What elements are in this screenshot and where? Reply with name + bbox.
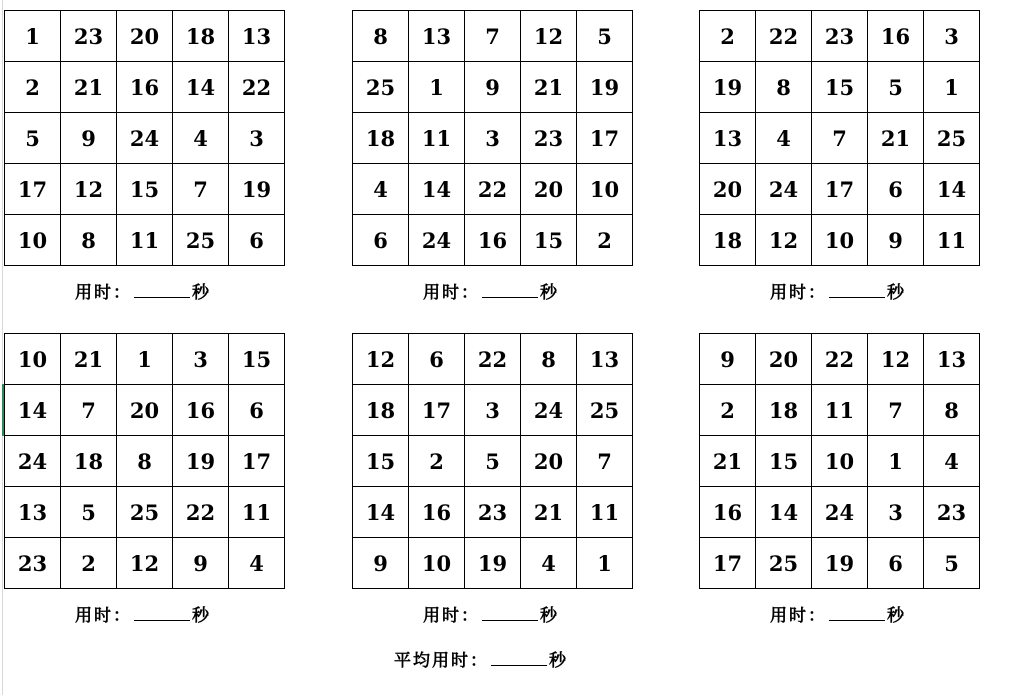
time-label-text: 用时： [770,606,827,626]
grid-cell[interactable]: 15 [353,436,409,487]
grid-cell[interactable]: 5 [5,113,61,164]
table-row [5,113,285,164]
grid-cell[interactable]: 15 [756,436,812,487]
time-label-text: 用时： [75,283,132,303]
grid-cell[interactable]: 18 [173,11,229,62]
grid-cell[interactable]: 25 [117,487,173,538]
grid-cell[interactable]: 7 [465,11,521,62]
table-row [5,334,285,385]
grid-cell[interactable]: 22 [465,334,521,385]
grid-cell[interactable]: 13 [700,113,756,164]
grid-cell[interactable]: 14 [173,62,229,113]
time-blank[interactable] [829,606,885,621]
grid-cell[interactable]: 9 [700,334,756,385]
schulte-table [699,333,980,589]
table-row [700,164,980,215]
grid-cell[interactable]: 5 [61,487,117,538]
grid-cell[interactable]: 12 [353,334,409,385]
table-row [353,487,633,538]
grid-cell[interactable]: 3 [173,334,229,385]
grid-cell[interactable]: 23 [812,11,868,62]
grid-cell[interactable]: 2 [700,11,756,62]
grid-cell[interactable]: 17 [812,164,868,215]
average-time-unit: 秒 [549,651,568,671]
grid-cell[interactable]: 3 [229,113,285,164]
grid-cell[interactable]: 11 [812,385,868,436]
schulte-grid-2 [352,10,630,303]
time-blank[interactable] [134,606,190,621]
schulte-table [352,10,633,266]
table-row [700,538,980,589]
grid-cell[interactable]: 24 [756,164,812,215]
time-blank[interactable] [482,283,538,298]
grid-cell[interactable]: 3 [465,113,521,164]
grid-cell[interactable]: 14 [353,487,409,538]
grid-cell[interactable]: 16 [700,487,756,538]
grid-cell[interactable]: 7 [173,164,229,215]
table-row [353,385,633,436]
sheet-edge-line [2,0,3,695]
grid-cell[interactable]: 9 [465,62,521,113]
table-row [700,62,980,113]
grid-cell[interactable]: 19 [173,436,229,487]
grid-cell[interactable]: 13 [409,11,465,62]
grid-cell[interactable]: 17 [409,385,465,436]
grid-cell[interactable]: 25 [577,385,633,436]
grid-cell[interactable]: 4 [353,164,409,215]
schulte-grid-1 [4,10,282,303]
grid-cell[interactable]: 7 [61,385,117,436]
grid-cell[interactable]: 7 [812,113,868,164]
time-blank[interactable] [134,283,190,298]
grid-cell[interactable]: 10 [812,215,868,266]
grid-cell[interactable]: 8 [353,11,409,62]
grid-cell[interactable]: 5 [868,62,924,113]
grid-cell[interactable]: 19 [700,62,756,113]
grid-cell[interactable]: 25 [353,62,409,113]
table-row [5,436,285,487]
table-row [5,538,285,589]
grid-cell[interactable]: 24 [117,113,173,164]
grid-cell[interactable]: 11 [117,215,173,266]
table-row [700,385,980,436]
time-label-text: 用时： [75,606,132,626]
time-label [352,278,630,303]
grid-cell[interactable]: 4 [924,436,980,487]
grid-cell[interactable]: 15 [812,62,868,113]
grid-cell[interactable]: 12 [521,11,577,62]
grid-cell[interactable]: 13 [5,487,61,538]
table-row [700,11,980,62]
grid-cell[interactable]: 5 [465,436,521,487]
table-row [5,164,285,215]
schulte-grid-3 [699,10,977,303]
grid-cell[interactable]: 8 [924,385,980,436]
grid-cell[interactable]: 6 [229,215,285,266]
grid-cell[interactable]: 4 [521,538,577,589]
grid-cell[interactable]: 9 [353,538,409,589]
grid-cell[interactable]: 17 [700,538,756,589]
grid-cell[interactable]: 20 [117,385,173,436]
grid-cell[interactable]: 20 [117,11,173,62]
grid-cell[interactable]: 21 [61,62,117,113]
grid-cell[interactable]: 16 [117,62,173,113]
grid-cell[interactable]: 18 [756,385,812,436]
time-label [699,601,977,626]
grid-cell[interactable]: 19 [577,62,633,113]
grid-cell[interactable]: 21 [521,62,577,113]
grid-cell[interactable]: 10 [5,215,61,266]
grid-cell[interactable]: 8 [756,62,812,113]
grid-cell[interactable]: 22 [812,334,868,385]
time-unit: 秒 [540,283,559,303]
schulte-grid-6 [699,333,977,626]
grid-cell[interactable]: 22 [756,11,812,62]
grid-cell[interactable]: 25 [756,538,812,589]
grid-cell[interactable]: 15 [229,334,285,385]
grid-cell[interactable]: 8 [117,436,173,487]
grid-cell[interactable]: 17 [229,436,285,487]
table-row [353,11,633,62]
schulte-table [699,10,980,266]
table-row [700,436,980,487]
grid-cell[interactable]: 16 [465,215,521,266]
grid-cell[interactable]: 4 [756,113,812,164]
grid-cell[interactable]: 11 [577,487,633,538]
schulte-table [352,333,633,589]
grid-cell[interactable]: 6 [229,385,285,436]
grid-cell[interactable]: 14 [756,487,812,538]
table-row [353,62,633,113]
grid-cell[interactable]: 3 [868,487,924,538]
grid-cell[interactable]: 8 [521,334,577,385]
grid-cell[interactable]: 14 [924,164,980,215]
grid-cell[interactable]: 20 [521,436,577,487]
grid-cell[interactable]: 6 [409,334,465,385]
grid-cell[interactable]: 17 [5,164,61,215]
grid-cell[interactable]: 4 [173,113,229,164]
grid-cell[interactable]: 16 [173,385,229,436]
grid-cell[interactable]: 2 [577,215,633,266]
table-row [700,334,980,385]
grid-cell[interactable]: 21 [521,487,577,538]
grid-cell[interactable]: 6 [868,538,924,589]
grid-cell[interactable]: 22 [229,62,285,113]
average-time-label [394,646,568,671]
table-row [5,215,285,266]
grid-cell[interactable]: 2 [409,436,465,487]
grid-cell[interactable]: 23 [924,487,980,538]
time-label [4,278,282,303]
grid-cell[interactable]: 3 [465,385,521,436]
table-row [700,487,980,538]
grid-cell[interactable]: 16 [868,11,924,62]
grid-cell[interactable]: 24 [5,436,61,487]
grid-cell[interactable]: 7 [577,436,633,487]
grid-cell[interactable]: 11 [409,113,465,164]
grid-cell[interactable]: 22 [173,487,229,538]
time-blank[interactable] [829,283,885,298]
grid-cell[interactable]: 12 [756,215,812,266]
table-row [5,62,285,113]
table-row [353,113,633,164]
grid-cell[interactable]: 1 [868,436,924,487]
grid-cell[interactable]: 2 [700,385,756,436]
grid-cell[interactable]: 1 [577,538,633,589]
table-row [700,113,980,164]
grid-cell[interactable]: 20 [700,164,756,215]
grid-cell[interactable]: 21 [61,334,117,385]
grid-cell[interactable]: 17 [577,113,633,164]
time-unit: 秒 [887,606,906,626]
grid-cell[interactable]: 24 [409,215,465,266]
grid-cell[interactable]: 25 [924,113,980,164]
grid-cell[interactable]: 15 [117,164,173,215]
grid-cell[interactable]: 6 [868,164,924,215]
grid-cell[interactable]: 25 [173,215,229,266]
time-label-text: 用时： [770,283,827,303]
schulte-grid-5 [352,333,630,626]
table-row [700,215,980,266]
grid-cell[interactable]: 22 [465,164,521,215]
grid-cell[interactable]: 9 [868,215,924,266]
grid-cell[interactable]: 7 [868,385,924,436]
grid-cell[interactable]: 1 [409,62,465,113]
table-row [353,164,633,215]
grid-cell[interactable]: 1 [924,62,980,113]
grid-cell[interactable]: 20 [521,164,577,215]
grid-cell[interactable]: 14 [5,385,61,436]
grid-cell[interactable]: 21 [700,436,756,487]
grid-cell[interactable]: 13 [924,334,980,385]
grid-cell[interactable]: 5 [924,538,980,589]
table-row [353,215,633,266]
table-row [5,11,285,62]
time-unit: 秒 [192,606,211,626]
grid-cell[interactable]: 24 [521,385,577,436]
grid-cell[interactable]: 19 [812,538,868,589]
time-unit: 秒 [887,283,906,303]
grid-cell[interactable]: 2 [5,62,61,113]
time-blank[interactable] [482,606,538,621]
schulte-table [4,10,285,266]
grid-cell[interactable]: 11 [924,215,980,266]
grid-cell[interactable]: 18 [353,385,409,436]
time-label-text: 用时： [423,606,480,626]
grid-cell[interactable]: 8 [61,215,117,266]
time-unit: 秒 [540,606,559,626]
grid-cell[interactable]: 23 [61,11,117,62]
grid-cell[interactable]: 18 [61,436,117,487]
grid-cell[interactable]: 10 [5,334,61,385]
grid-cell[interactable]: 19 [465,538,521,589]
grid-cell[interactable]: 2 [61,538,117,589]
grid-cell[interactable]: 5 [577,11,633,62]
table-row [353,538,633,589]
grid-cell[interactable]: 20 [756,334,812,385]
table-row [353,436,633,487]
grid-cell[interactable]: 18 [353,113,409,164]
time-label [699,278,977,303]
table-row [353,334,633,385]
grid-cell[interactable]: 6 [353,215,409,266]
time-label [4,601,282,626]
grid-cell[interactable]: 24 [812,487,868,538]
grid-cell[interactable]: 23 [521,113,577,164]
grid-cell[interactable]: 3 [924,11,980,62]
grid-cell[interactable]: 10 [409,538,465,589]
grid-cell[interactable]: 9 [61,113,117,164]
grid-cell[interactable]: 15 [521,215,577,266]
grid-cell[interactable]: 13 [229,11,285,62]
average-time-text: 平均用时： [394,651,489,671]
grid-cell[interactable]: 1 [5,11,61,62]
grid-cell[interactable]: 10 [812,436,868,487]
grid-cell[interactable]: 18 [700,215,756,266]
average-time-blank[interactable] [491,651,547,666]
grid-cell[interactable]: 23 [5,538,61,589]
grid-cell[interactable]: 10 [577,164,633,215]
time-label-text: 用时： [423,283,480,303]
grid-cell[interactable]: 12 [61,164,117,215]
grid-cell[interactable]: 19 [229,164,285,215]
grid-cell[interactable]: 13 [577,334,633,385]
grid-cell[interactable]: 9 [173,538,229,589]
grid-cell[interactable]: 16 [409,487,465,538]
grid-cell[interactable]: 12 [868,334,924,385]
grid-cell[interactable]: 21 [868,113,924,164]
time-unit: 秒 [192,283,211,303]
schulte-table [4,333,285,589]
grid-cell[interactable]: 11 [229,487,285,538]
grid-cell[interactable]: 12 [117,538,173,589]
grid-cell[interactable]: 23 [465,487,521,538]
table-row [5,385,285,436]
table-row [5,487,285,538]
time-label [352,601,630,626]
grid-cell[interactable]: 14 [409,164,465,215]
grid-cell[interactable]: 1 [117,334,173,385]
schulte-grid-4 [4,333,282,626]
grid-cell[interactable]: 4 [229,538,285,589]
